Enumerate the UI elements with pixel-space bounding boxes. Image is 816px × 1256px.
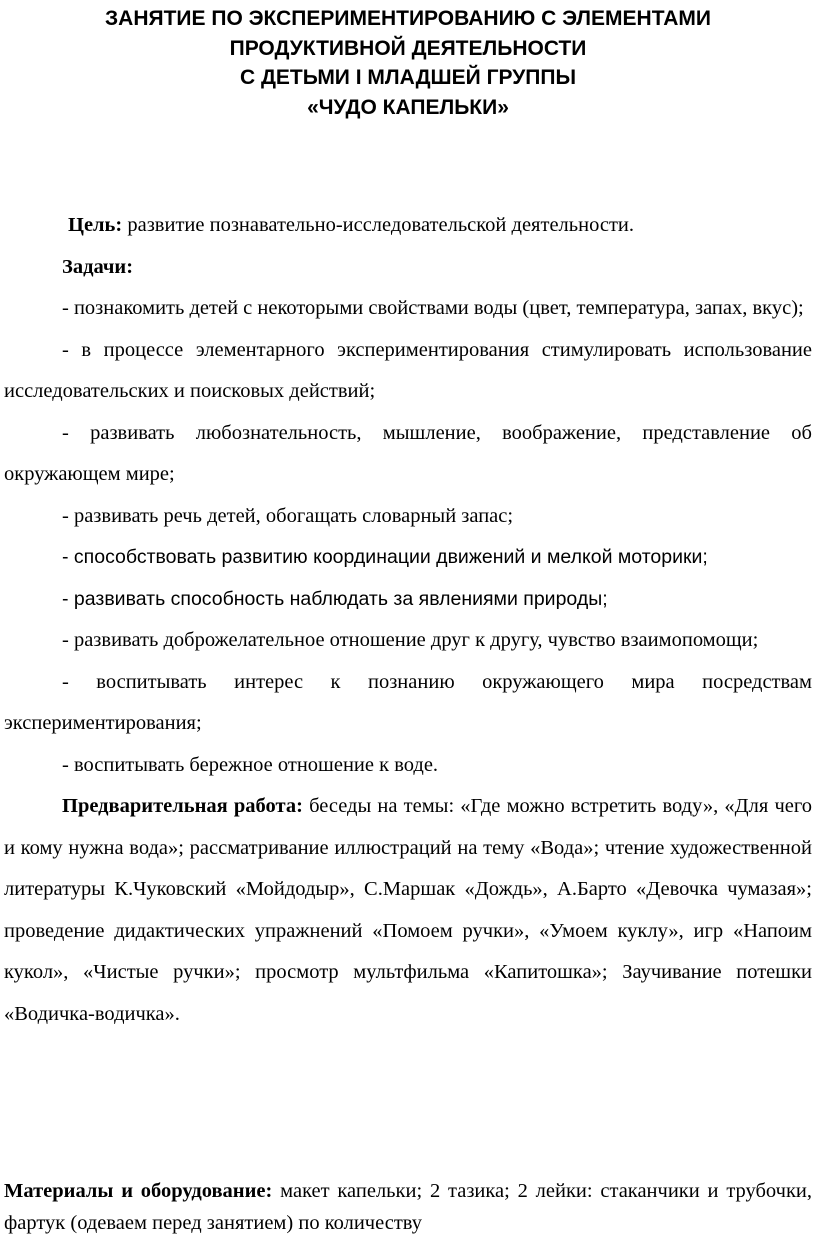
preliminary-text: беседы на темы: «Где можно встретить воду», «Для чего и кому нужна вода»; рассматривание иллюстраций на тему «Вода»; чтение художественной литературы К.Чуковский «Мойдодыр», С.Маршак «Дождь», А.Барто «Девочка чумазая»; проведение дидактических упражнений «Помоем ручки», «Умоем куклу», игр «Напоим кукол», «Чистые ручки»; просмотр мультфильма «Капитошка»; Заучивание потешки «Водичка-водичка». — [4, 795, 812, 1025]
materials-text: макет капельки; 2 тазика; 2 лейки: стаканчики и трубочки, фартук (одеваем перед занятием) по количеству — [4, 1180, 812, 1234]
title-line-4: «ЧУДО КАПЕЛЬКИ» — [307, 95, 509, 119]
materials-paragraph — [4, 1175, 812, 1239]
tasks-label: Задачи: — [62, 255, 134, 278]
task-item: - способствовать развитию координации движений и мелкой моторики; — [62, 546, 708, 568]
task-item: - развивать способность наблюдать за явлениями природы; — [62, 587, 608, 610]
title-line-2: ПРОДУКТИВНОЙ ДЕЯТЕЛЬНОСТИ — [229, 36, 587, 60]
preliminary-paragraph — [4, 786, 812, 1035]
materials-label: Материалы и оборудование: — [4, 1180, 273, 1202]
tasks-heading — [4, 247, 812, 289]
task-item: - в процессе элементарного экспериментирования стимулировать использование исследовательских и поисковых действий; — [4, 338, 812, 402]
task-item: - развивать доброжелательное отношение друг к другу, чувство взаимопомощи; — [62, 629, 759, 651]
task-item: - развивать любознательность, мышление, воображение, представление об окружающем мире; — [4, 421, 812, 485]
goal-paragraph — [4, 205, 812, 247]
document-body — [4, 205, 812, 1035]
preliminary-label: Предварительная работа: — [62, 795, 303, 817]
task-item: - воспитывать интерес к познанию окружающего мира посредствам экспериментирования; — [4, 670, 812, 734]
task-item: - познакомить детей с некоторыми свойствами воды (цвет, температура, запах, вкус); — [62, 297, 804, 319]
title-line-3: С ДЕТЬМИ I МЛАДШЕЙ ГРУППЫ — [239, 66, 577, 89]
document-title — [0, 4, 816, 122]
title-line-1: ЗАНЯТИЕ ПО ЭКСПЕРИМЕНТИРОВАНИЮ С ЭЛЕМЕНТАМИ — [105, 7, 711, 30]
task-item: - развивать речь детей, обогащать словарный запас; — [62, 504, 514, 527]
goal-label: Цель: — [68, 214, 123, 236]
goal-text: развитие познавательно-исследовательской деятельности. — [122, 214, 635, 236]
task-item: - воспитывать бережное отношение к воде. — [62, 753, 439, 776]
